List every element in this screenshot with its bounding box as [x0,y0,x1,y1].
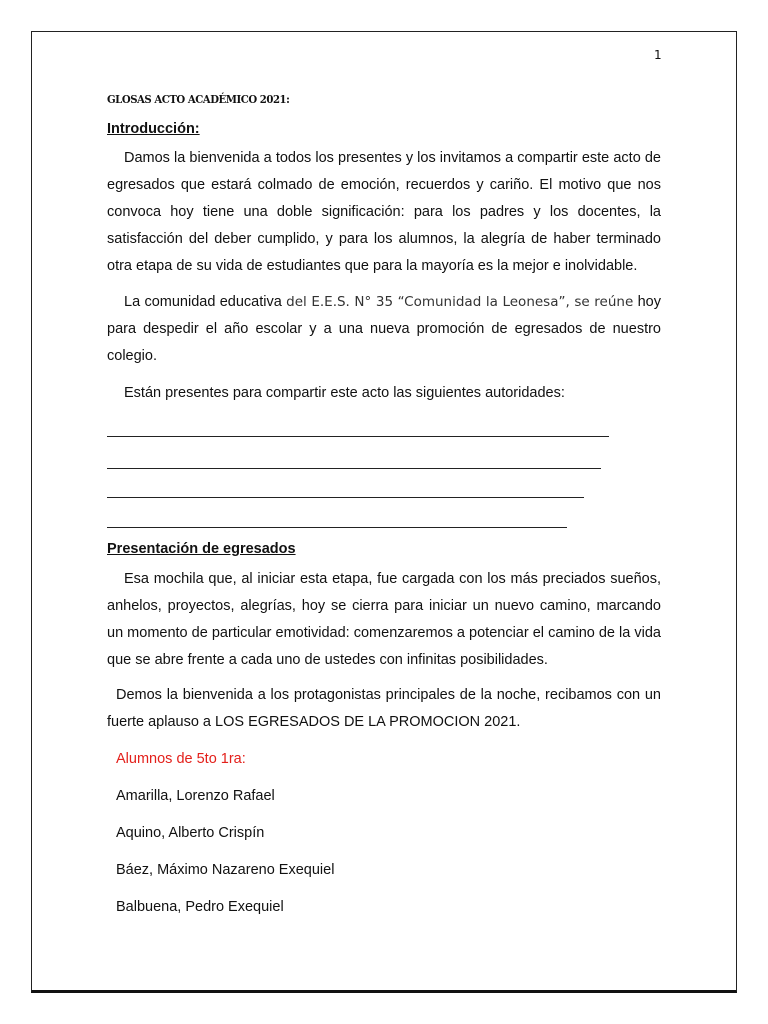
intro-paragraph-2 [107,289,661,370]
presentation-heading: Presentación de egresados [107,541,296,557]
intro-paragraph-1-text: Damos la bienvenida a todos los presentes y los invitamos a compartir este acto de egresados que estará colmado de emoción, recuerdos y cariño. El motivo que nos convoca hoy tiene una doble significación: para los padres y los docentes, la satisfacción del deber cumplido, y para los alumnos, la alegría de haber terminado otra etapa de su vida de estudiantes que para la mayoría es la mejor e inolvidable. [107,150,661,274]
authority-blank-line [107,497,584,498]
page-number: 1 [654,48,662,62]
authority-blank-line [107,436,609,437]
intro-heading: Introducción: [107,121,200,137]
authority-blank-line [107,468,601,469]
presentation-paragraph-1 [107,566,661,674]
student-name: Balbuena, Pedro Exequiel [116,899,284,915]
intro-paragraph-3 [107,380,661,407]
intro-paragraph-2-text-a: La comunidad educativa [124,294,282,310]
intro-paragraph-2-text-c: hoy para despedir el año escolar y a una nueva promoción de egresados de nuestro colegio. [107,294,661,364]
student-name: Báez, Máximo Nazareno Exequiel [116,862,335,878]
document-title: GLOSAS ACTO ACADÉMICO 2021: [107,93,290,106]
group-label: Alumnos de 5to 1ra: [116,751,246,767]
presentation-paragraph-2 [107,682,661,736]
intro-paragraph-1 [107,145,661,280]
student-name: Amarilla, Lorenzo Rafael [116,788,275,804]
student-name: Aquino, Alberto Crispín [116,825,265,841]
intro-paragraph-2-text-b: del E.E.S. N° 35 “Comunidad la Leonesa”, se reúne [286,294,634,310]
intro-paragraph-3-text: Están presentes para compartir este acto las siguientes autoridades: [124,385,565,401]
authority-blank-line [107,527,567,528]
presentation-paragraph-2-text: Demos la bienvenida a los protagonistas principales de la noche, recibamos con un fuerte aplauso a LOS EGRESADOS DE LA PROMOCION 2021. [107,687,661,730]
presentation-paragraph-1-text: Esa mochila que, al iniciar esta etapa, fue cargada con los más preciados sueños, anhelos, proyectos, alegrías, hoy se cierra para iniciar un nuevo camino, marcando un momento de particular emotividad: comenzaremos a potenciar el camino de la vida que se abre frente a cada uno de ustedes con infinitas posibilidades. [107,571,661,668]
